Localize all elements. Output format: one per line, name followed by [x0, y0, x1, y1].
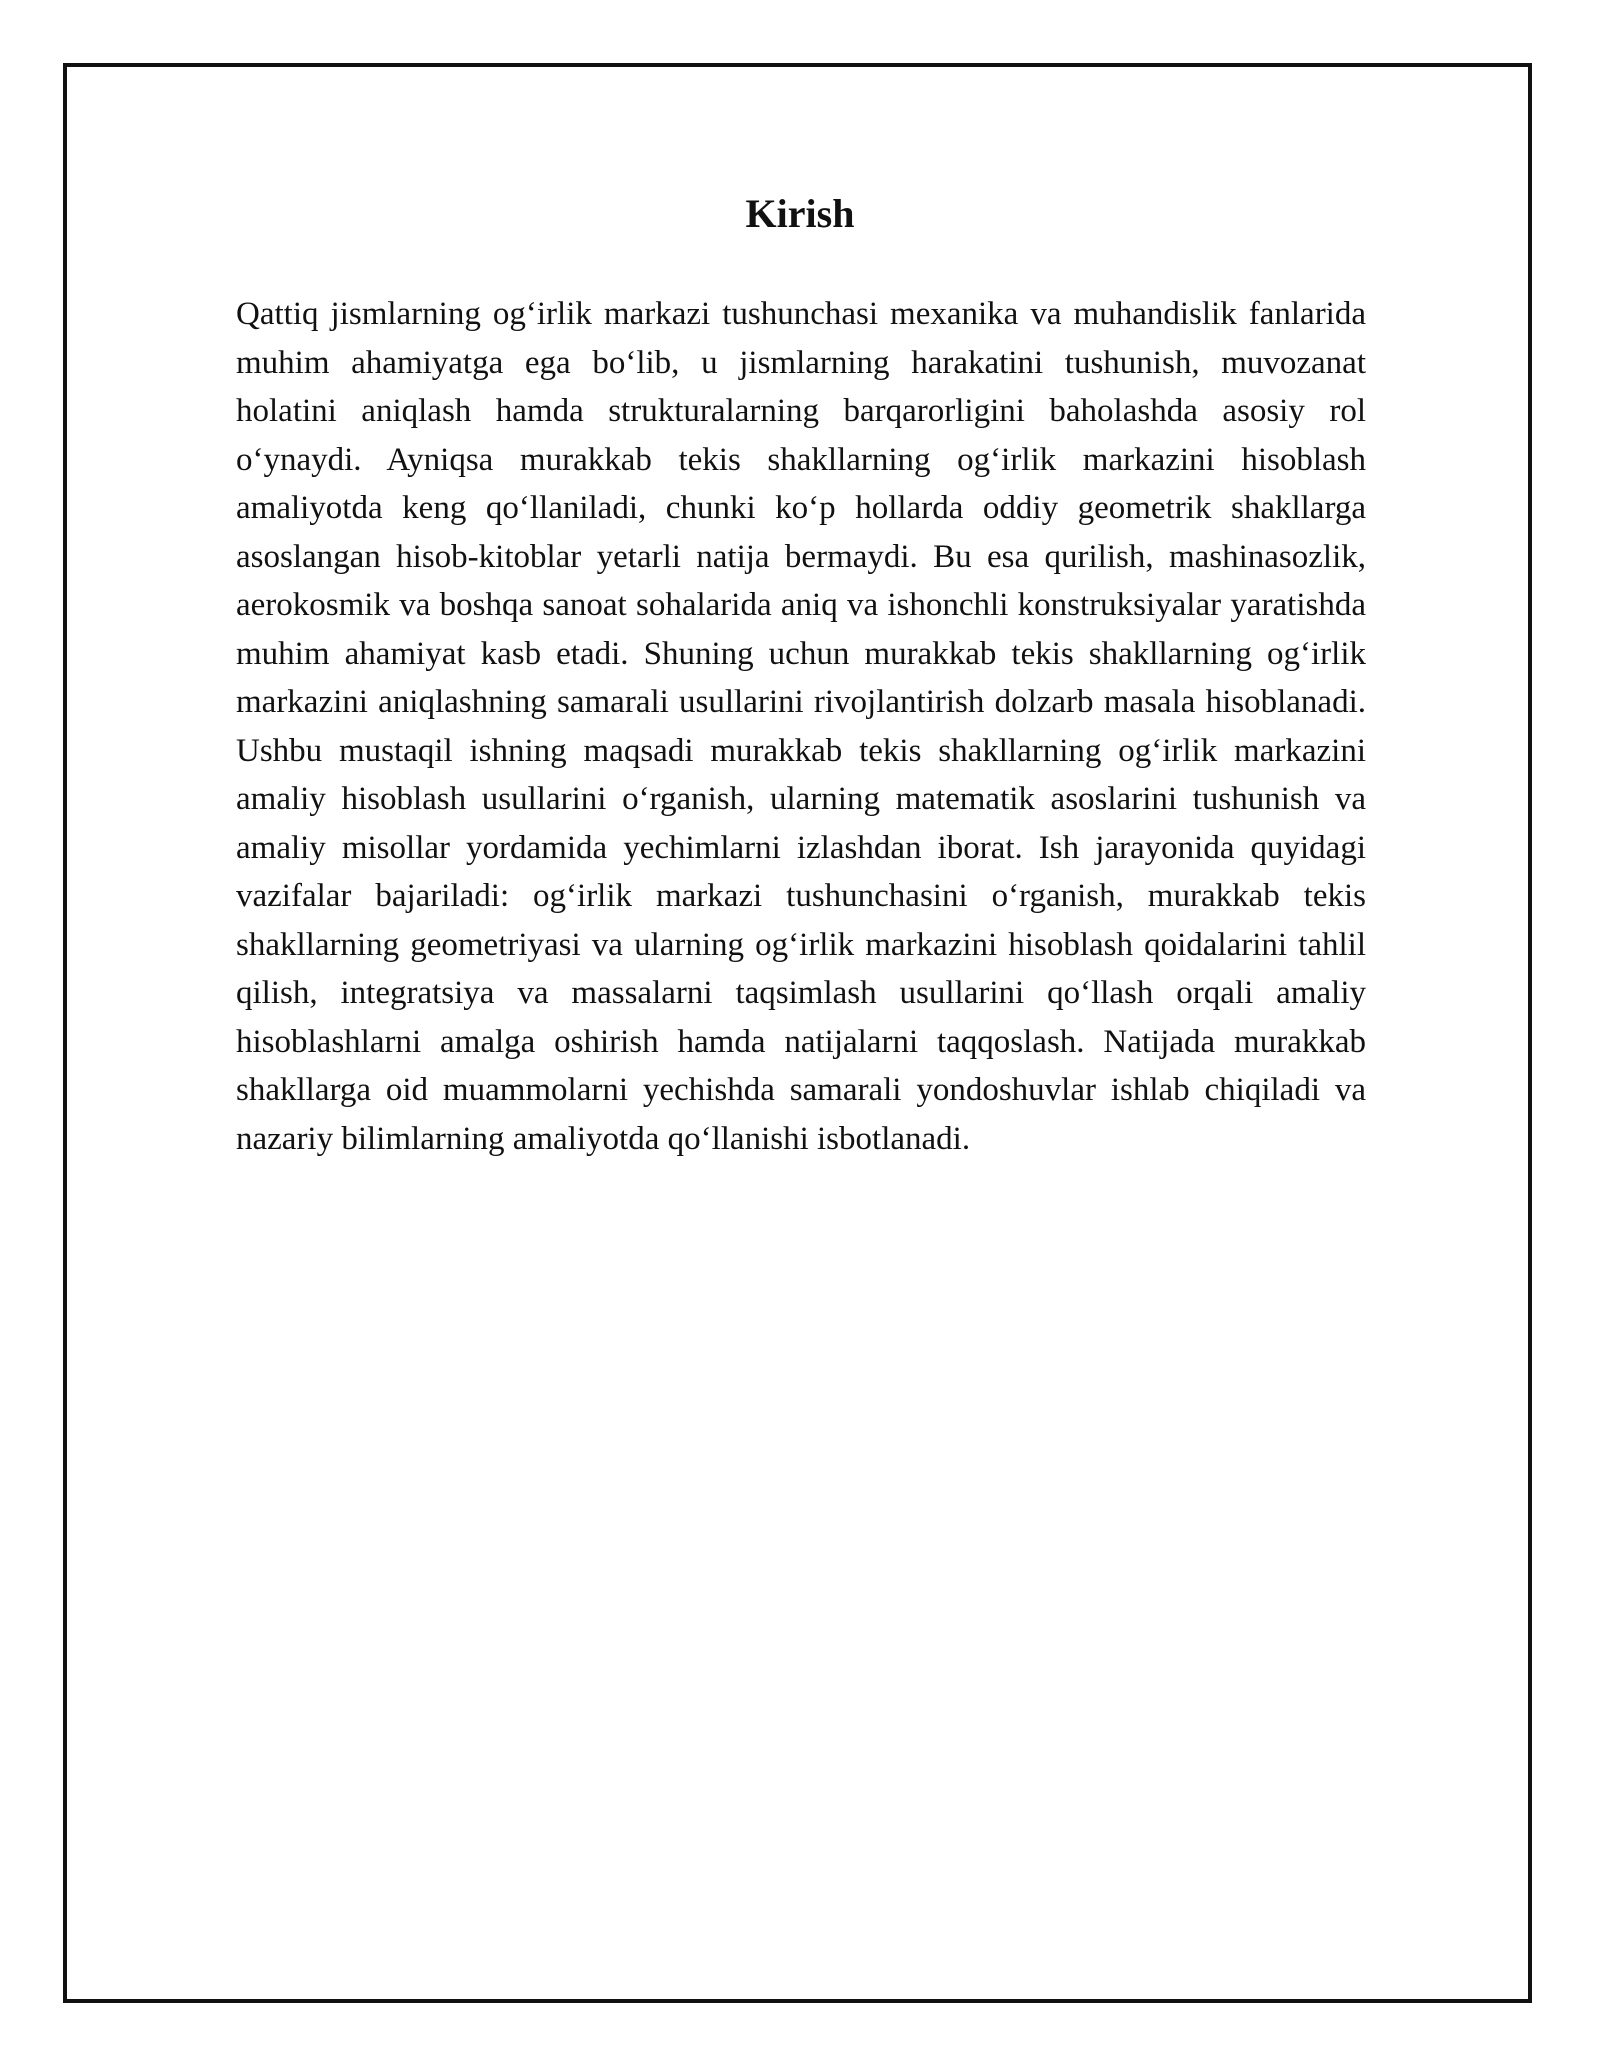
body-paragraph: Qattiq jismlarning og‘irlik markazi tushunchasi mexanika va muhandislik fanlarida muhim ahamiyatga ega bo‘lib, u jismlarning harakatini tushunish, muvozanat holatini aniqlash hamda strukturalarning barqarorligini baholashda asosiy rol o‘ynaydi. Ayniqsa murakkab tekis shakllarning og‘irlik markazini hisoblash amaliyotda keng qo‘llaniladi, chunki ko‘p hollarda oddiy geometrik shakllarga asoslangan hisob-kitoblar yetarli natija bermaydi. Bu esa qurilish, mashinasozlik, aerokosmik va boshqa sanoat sohalarida aniq va ishonchli konstruksiyalar yaratishda muhim ahamiyat kasb etadi. Shuning uchun murakkab tekis shakllarning og‘irlik markazini aniqlashning samarali usullarini rivojlantirish dolzarb masala hisoblanadi. Ushbu mustaqil ishning maqsadi murakkab tekis shakllarning og‘irlik markazini amaliy hisoblash usullarini o‘rganish, ularning matematik asoslarini tushunish va amaliy misollar yordamida yechimlarni izlashdan iborat. Ish jarayonida quyidagi vazifalar bajariladi: og‘irlik markazi tushunchasini o‘rganish, murakkab tekis shakllarning geometriyasi va ularning og‘irlik markazini hisoblash qoidalarini tahlil qilish, integratsiya va massalarni taqsimlash usullarini qo‘llash orqali amaliy hisoblashlarni amalga oshirish hamda natijalarni taqqoslash. Natijada murakkab shakllarga oid muammolarni yechishda samarali yondoshuvlar ishlab chiqiladi va nazariy bilimlarning amaliyotda qo‘llanishi isbotlanadi.	[236, 296, 1366, 1157]
page-title: Kirish	[745, 191, 855, 236]
